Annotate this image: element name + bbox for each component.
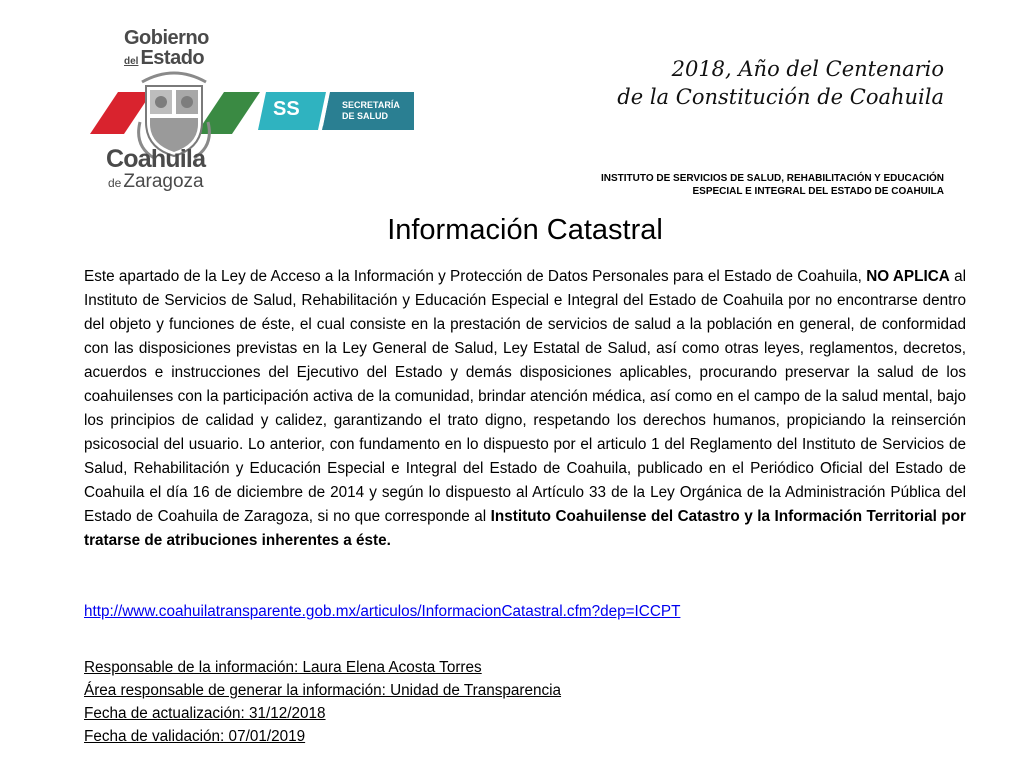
document-metadata — [84, 656, 561, 748]
logo-de-text: de — [108, 176, 122, 190]
fecha-validacion: Fecha de validación: 07/01/2019 — [84, 728, 306, 745]
logo-del-estado-text — [124, 47, 204, 70]
body-text-part-1: Este apartado de la Ley de Acceso a la Información y Protección de Datos Personales para el Estado de Coahuila, — [84, 268, 867, 285]
body-bold-instituto: Instituto Coahuilense del Catastro y la Información Territorial por tratarse de atribuciones inherentes a éste. — [84, 508, 966, 549]
logo-coahuila-text: Coahuila — [106, 145, 206, 173]
fecha-actualizacion: Fecha de actualización: 31/12/2018 — [84, 705, 326, 722]
institute-line-2: ESPECIAL E INTEGRAL DEL ESTADO DE COAHUILA — [692, 186, 944, 197]
institute-name — [601, 172, 944, 198]
logo-red-band — [90, 92, 152, 134]
logo-secretaria-text — [342, 100, 400, 122]
logo-green-band — [196, 92, 260, 134]
logo-zaragoza-text — [108, 172, 204, 193]
body-bold-no-aplica: NO APLICA — [866, 268, 950, 285]
logo-estado-text: Estado — [140, 47, 205, 69]
body-paragraph — [84, 265, 966, 553]
centenario-motto — [617, 55, 944, 111]
page-title: Información Catastral — [387, 214, 663, 246]
responsable-info: Responsable de la información: Laura Elena Acosta Torres — [84, 659, 482, 676]
logo-secretaria-line1: SECRETARÍA — [342, 100, 400, 110]
logo-del-text: del — [124, 56, 139, 67]
logo-secretaria-line2: DE SALUD — [342, 111, 389, 121]
catastral-link[interactable]: http://www.coahuilatransparente.gob.mx/articulos/InformacionCatastral.cfm?dep=ICCPT — [84, 603, 681, 620]
motto-line-1: 2018, Año del Centenario — [671, 57, 944, 81]
logo-gobierno-text: Gobierno — [124, 27, 209, 49]
logo-zaragoza-word: Zaragoza — [123, 171, 204, 192]
body-text-part-2: al Instituto de Servicios de Salud, Rehabilitación y Educación Especial e Integral del Estado de Coahuila por no encontrarse dentro del objeto y funciones de éste, el cual consiste en la prestación de servicios de salud a la población en general, de conformidad con las disposiciones previstas en la Ley General de Salud, Ley Estatal de Salud, así como otras leyes, reglamentos, decretos, acuerdos e instrucciones del Ejecutivo del Estado y demás disposiciones aplicables, procurando preservar la salud de los coahuilenses con la participación activa de la comunidad, brindar atención médica, así como en el campo de la salud mental, bajo los principios de calidad y calidez, garantizando el trato digno, respetando los derechos humanos, propiciando la reinserción psicosocial del usuario. Lo anterior, con fundamento en lo dispuesto por el articulo 1 del Reglamento del Instituto de Servicios de Salud, Rehabilitación y Educación Especial e Integral del Estado de Coahuila, publicado en el Periódico Oficial del Estado de Coahuila el día 16 de diciembre de 2014 y según lo dispuesto al Artículo 33 de la Ley Orgánica de la Administración Pública del Estado de Coahuila de Zaragoza, si no que corresponde al — [84, 268, 966, 525]
institute-line-1: INSTITUTO DE SERVICIOS DE SALUD, REHABILITACIÓN Y EDUCACIÓN — [601, 173, 944, 184]
motto-line-2: de la Constitución de Coahuila — [617, 85, 944, 109]
area-responsable: Área responsable de generar la información: Unidad de Transparencia — [84, 682, 562, 699]
logo-ss-text: SS — [273, 98, 300, 120]
